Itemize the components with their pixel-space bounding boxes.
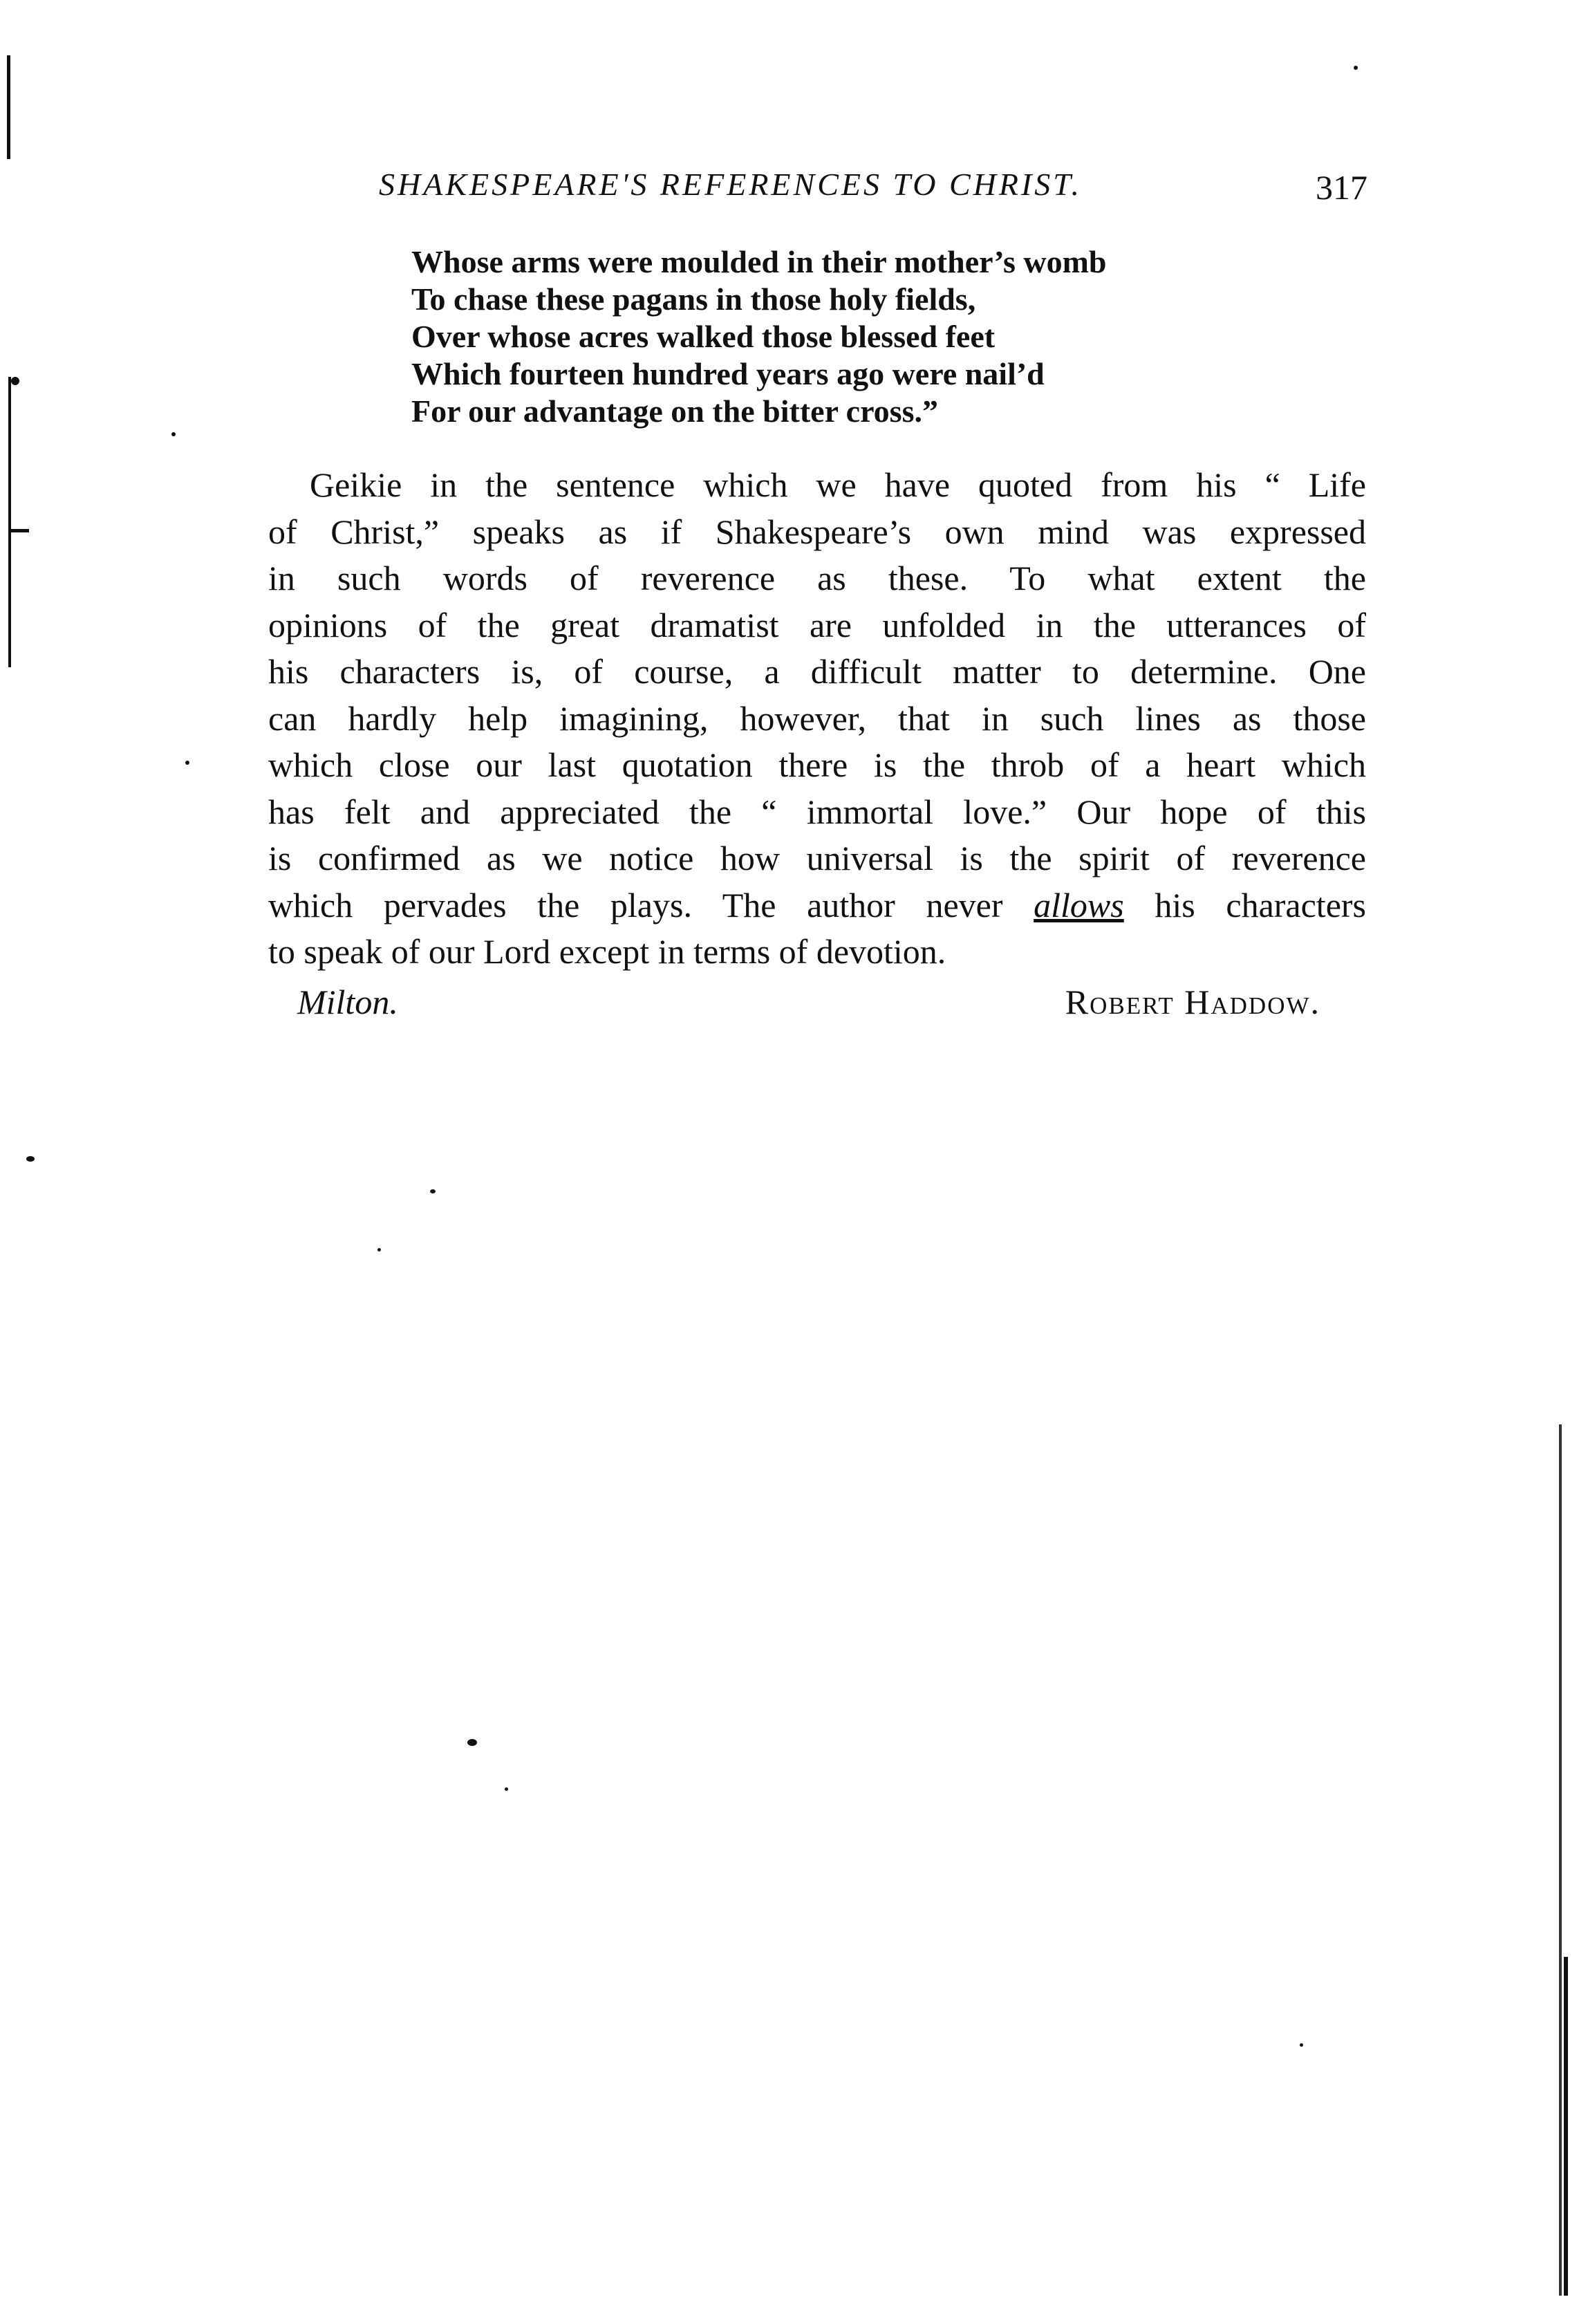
running-title: SHAKESPEARE'S REFERENCES TO CHRIST. (379, 167, 1082, 202)
scan-edge-line-right-thick (1564, 1957, 1568, 2296)
paragraph-line: of Christ,” speaks as if Shakespeare’s own mind was expressed (268, 512, 1366, 551)
paragraph-line: in such words of reverence as these. To what extent the (268, 559, 1366, 597)
paragraph-line: has felt and appreciated the “ immortal love.” Our hope of this (268, 792, 1366, 831)
paragraph-line: his characters is, of course, a difficult matter to determine. One (268, 652, 1366, 691)
verse-line: Whose arms were moulded in their mother’s womb (411, 244, 1107, 279)
signature-block (297, 982, 1320, 1030)
scan-speck (185, 761, 189, 765)
paragraph-line: is confirmed as we notice how universal is the spirit of reverence (268, 839, 1366, 877)
scan-speck (377, 1248, 381, 1252)
scan-speck (1354, 66, 1358, 70)
verse-line: For our advantage on the bitter cross.” (411, 393, 938, 429)
verse-line: Over whose acres walked those blessed feet (411, 319, 996, 354)
scan-edge-line-top (7, 55, 10, 159)
signature-author: Robert Haddow. (1065, 983, 1320, 1021)
scan-speck (467, 1739, 477, 1746)
verse-line: Which fourteen hundred years ago were nail’d (411, 356, 1045, 391)
scan-speck (505, 1787, 508, 1791)
paragraph-line: opinions of the great dramatist are unfolded in the utterances of (268, 605, 1366, 644)
italic-word: allows (1034, 885, 1124, 924)
verse-line: To chase these pagans in those holy fields, (411, 281, 976, 317)
scan-speck (1300, 2043, 1303, 2047)
scan-speck (26, 1156, 35, 1162)
paragraph-line-tail: his characters (1123, 885, 1366, 924)
scan-speck (430, 1189, 436, 1193)
paragraph-line-with-italic (268, 882, 1366, 929)
paragraph-line: to speak of our Lord except in terms of devotion. (268, 932, 946, 971)
paragraph-line: can hardly help imagining, however, that in such lines as those (268, 698, 1366, 738)
paragraph-line: which close our last quotation there is the throb of a heart which (268, 745, 1366, 784)
paragraph-line: Geikie in the sentence which we have quoted from his “ Life (310, 465, 1366, 504)
signature-place: Milton. (297, 983, 398, 1021)
scan-edge-line-middle (8, 377, 11, 667)
scan-speck (11, 377, 19, 385)
scan-edge-line-right (1559, 1424, 1562, 2296)
running-head (379, 166, 1367, 214)
body-paragraph (268, 462, 1366, 976)
verse-quotation (411, 243, 1107, 430)
paragraph-line-head: which pervades the plays. The author never (268, 885, 1034, 924)
page-number: 317 (1316, 168, 1367, 207)
scan-edge-tick (10, 529, 29, 532)
scan-speck (171, 432, 176, 436)
